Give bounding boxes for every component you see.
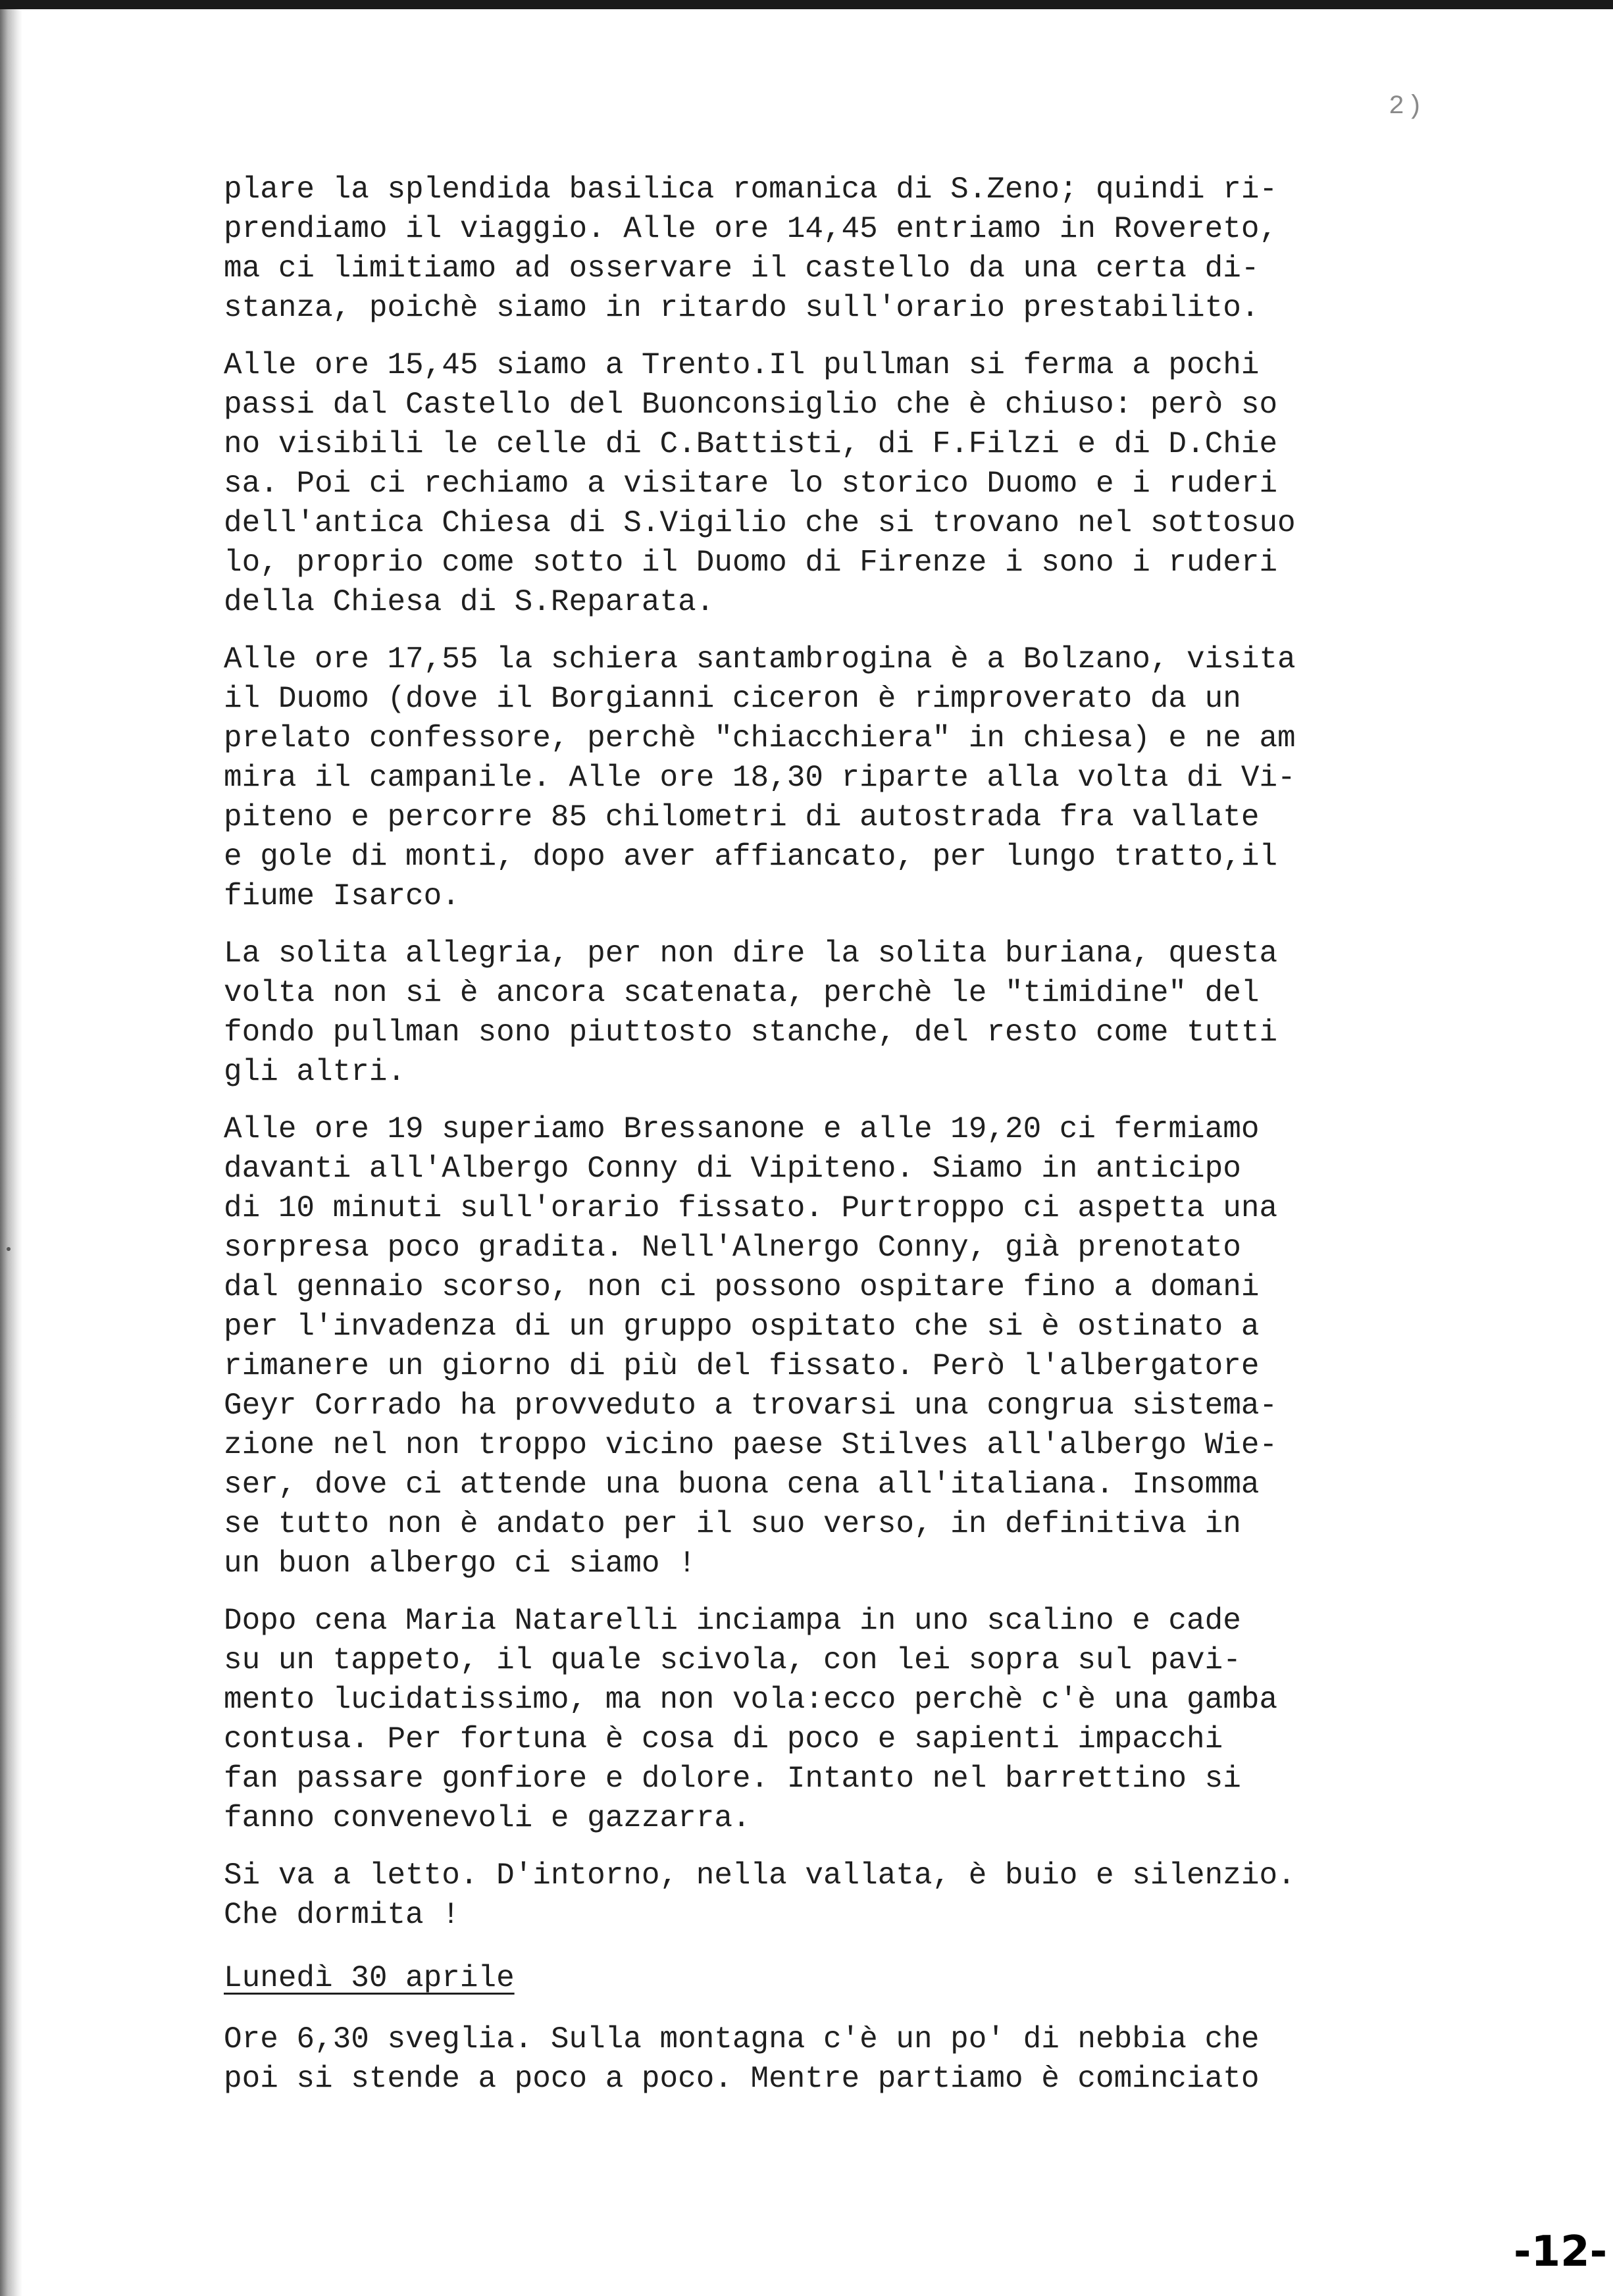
scan-speck	[7, 1247, 11, 1251]
text-line: La solita allegria, per non dire la solita buriana, questa	[224, 936, 1278, 971]
text-line: lo, proprio come sotto il Duomo di Firenze i sono i ruderi	[224, 546, 1278, 580]
text-line: plare la splendida basilica romanica di S.Zeno; quindi ri-	[224, 172, 1278, 207]
text-line: rimanere un giorno di più del fissato. Però l'albergatore	[224, 1349, 1260, 1383]
text-line: per l'invadenza di un gruppo ospitato che si è ostinato a	[224, 1310, 1260, 1344]
text-line: e gole di monti, dopo aver affiancato, per lungo tratto,il	[224, 840, 1278, 874]
text-line: sorpresa poco gradita. Nell'Alnergo Conny, già prenotato	[224, 1231, 1241, 1265]
text-line: no visibili le celle di C.Battisti, di F.Filzi e di D.Chie	[224, 427, 1278, 461]
section-heading-text: Lunedì 30 aprile	[224, 1961, 515, 1995]
paragraph	[224, 934, 1487, 1092]
text-line: davanti all'Albergo Conny di Vipiteno. Siamo in anticipo	[224, 1152, 1241, 1186]
text-line: ma ci limitiamo ad osservare il castello da una certa di-	[224, 251, 1260, 286]
page-number: -12-	[1514, 2228, 1608, 2276]
text-line: contusa. Per fortuna è cosa di poco e sapienti impacchi	[224, 1722, 1223, 1756]
paragraph	[224, 170, 1487, 328]
paragraph	[224, 640, 1487, 916]
text-line: di 10 minuti sull'orario fissato. Purtroppo ci aspetta una	[224, 1191, 1278, 1225]
scan-left-shadow	[0, 9, 22, 2296]
text-line: fondo pullman sono piuttosto stanche, del resto come tutti	[224, 1015, 1278, 1050]
text-line: prendiamo il viaggio. Alle ore 14,45 entriamo in Rovereto,	[224, 212, 1278, 246]
scan-top-edge	[0, 0, 1613, 9]
text-line: Alle ore 15,45 siamo a Trento.Il pullman si ferma a pochi	[224, 348, 1260, 382]
text-line: Alle ore 17,55 la schiera santambrogina è a Bolzano, visita	[224, 642, 1296, 676]
text-line: mento lucidatissimo, ma non vola:ecco perchè c'è una gamba	[224, 1683, 1278, 1717]
text-line: su un tappeto, il quale scivola, con lei sopra sul pavi-	[224, 1643, 1241, 1677]
text-line: dal gennaio scorso, non ci possono ospitare fino a domani	[224, 1270, 1260, 1304]
text-line: mira il campanile. Alle ore 18,30 riparte alla volta di Vi-	[224, 761, 1296, 795]
text-line: zione nel non troppo vicino paese Stilves all'albergo Wie-	[224, 1428, 1278, 1462]
text-line: un buon albergo ci siamo !	[224, 1546, 696, 1581]
text-line: sa. Poi ci rechiamo a visitare lo storico Duomo e i ruderi	[224, 467, 1278, 501]
text-line: poi si stende a poco a poco. Mentre partiamo è cominciato	[224, 2062, 1260, 2096]
paragraph	[224, 1110, 1487, 1583]
text-line: fan passare gonfiore e dolore. Intanto nel barrettino si	[224, 1762, 1241, 1796]
text-line: della Chiesa di S.Reparata.	[224, 585, 715, 619]
paragraph	[224, 1601, 1487, 1838]
text-line: se tutto non è andato per il suo verso, in definitiva in	[224, 1507, 1241, 1541]
text-line: ser, dove ci attende una buona cena all'italiana. Insomma	[224, 1467, 1260, 1502]
text-line: Ore 6,30 sveglia. Sulla montagna c'è un po' di nebbia che	[224, 2022, 1260, 2056]
text-line: il Duomo (dove il Borgianni ciceron è rimproverato da un	[224, 682, 1241, 716]
text-line: dell'antica Chiesa di S.Vigilio che si trovano nel sottosuo	[224, 506, 1296, 540]
text-line: Dopo cena Maria Natarelli inciampa in uno scalino e cade	[224, 1604, 1241, 1638]
text-line: gli altri.	[224, 1055, 406, 1089]
paragraph	[224, 1856, 1487, 1935]
text-line: Geyr Corrado ha provveduto a trovarsi una congrua sistema-	[224, 1389, 1278, 1423]
text-line: fiume Isarco.	[224, 879, 460, 913]
text-line: volta non si è ancora scatenata, perchè le "timidine" del	[224, 976, 1260, 1010]
corner-mark: 2)	[1389, 92, 1426, 122]
section-heading	[224, 1958, 1487, 1998]
text-line: Che dormita !	[224, 1898, 460, 1932]
text-line: Si va a letto. D'intorno, nella vallata, è buio e silenzio.	[224, 1858, 1296, 1893]
text-line: passi dal Castello del Buonconsiglio che è chiuso: però so	[224, 388, 1278, 422]
paragraph	[224, 2020, 1487, 2099]
typed-page-body	[224, 170, 1487, 2116]
text-line: fanno convenevoli e gazzarra.	[224, 1801, 751, 1835]
text-line: prelato confessore, perchè "chiacchiera" in chiesa) e ne am	[224, 721, 1296, 755]
paragraph	[224, 345, 1487, 622]
text-line: piteno e percorre 85 chilometri di autostrada fra vallate	[224, 800, 1260, 834]
text-line: stanza, poichè siamo in ritardo sull'orario prestabilito.	[224, 291, 1260, 325]
text-line: Alle ore 19 superiamo Bressanone e alle 19,20 ci fermiamo	[224, 1112, 1260, 1146]
